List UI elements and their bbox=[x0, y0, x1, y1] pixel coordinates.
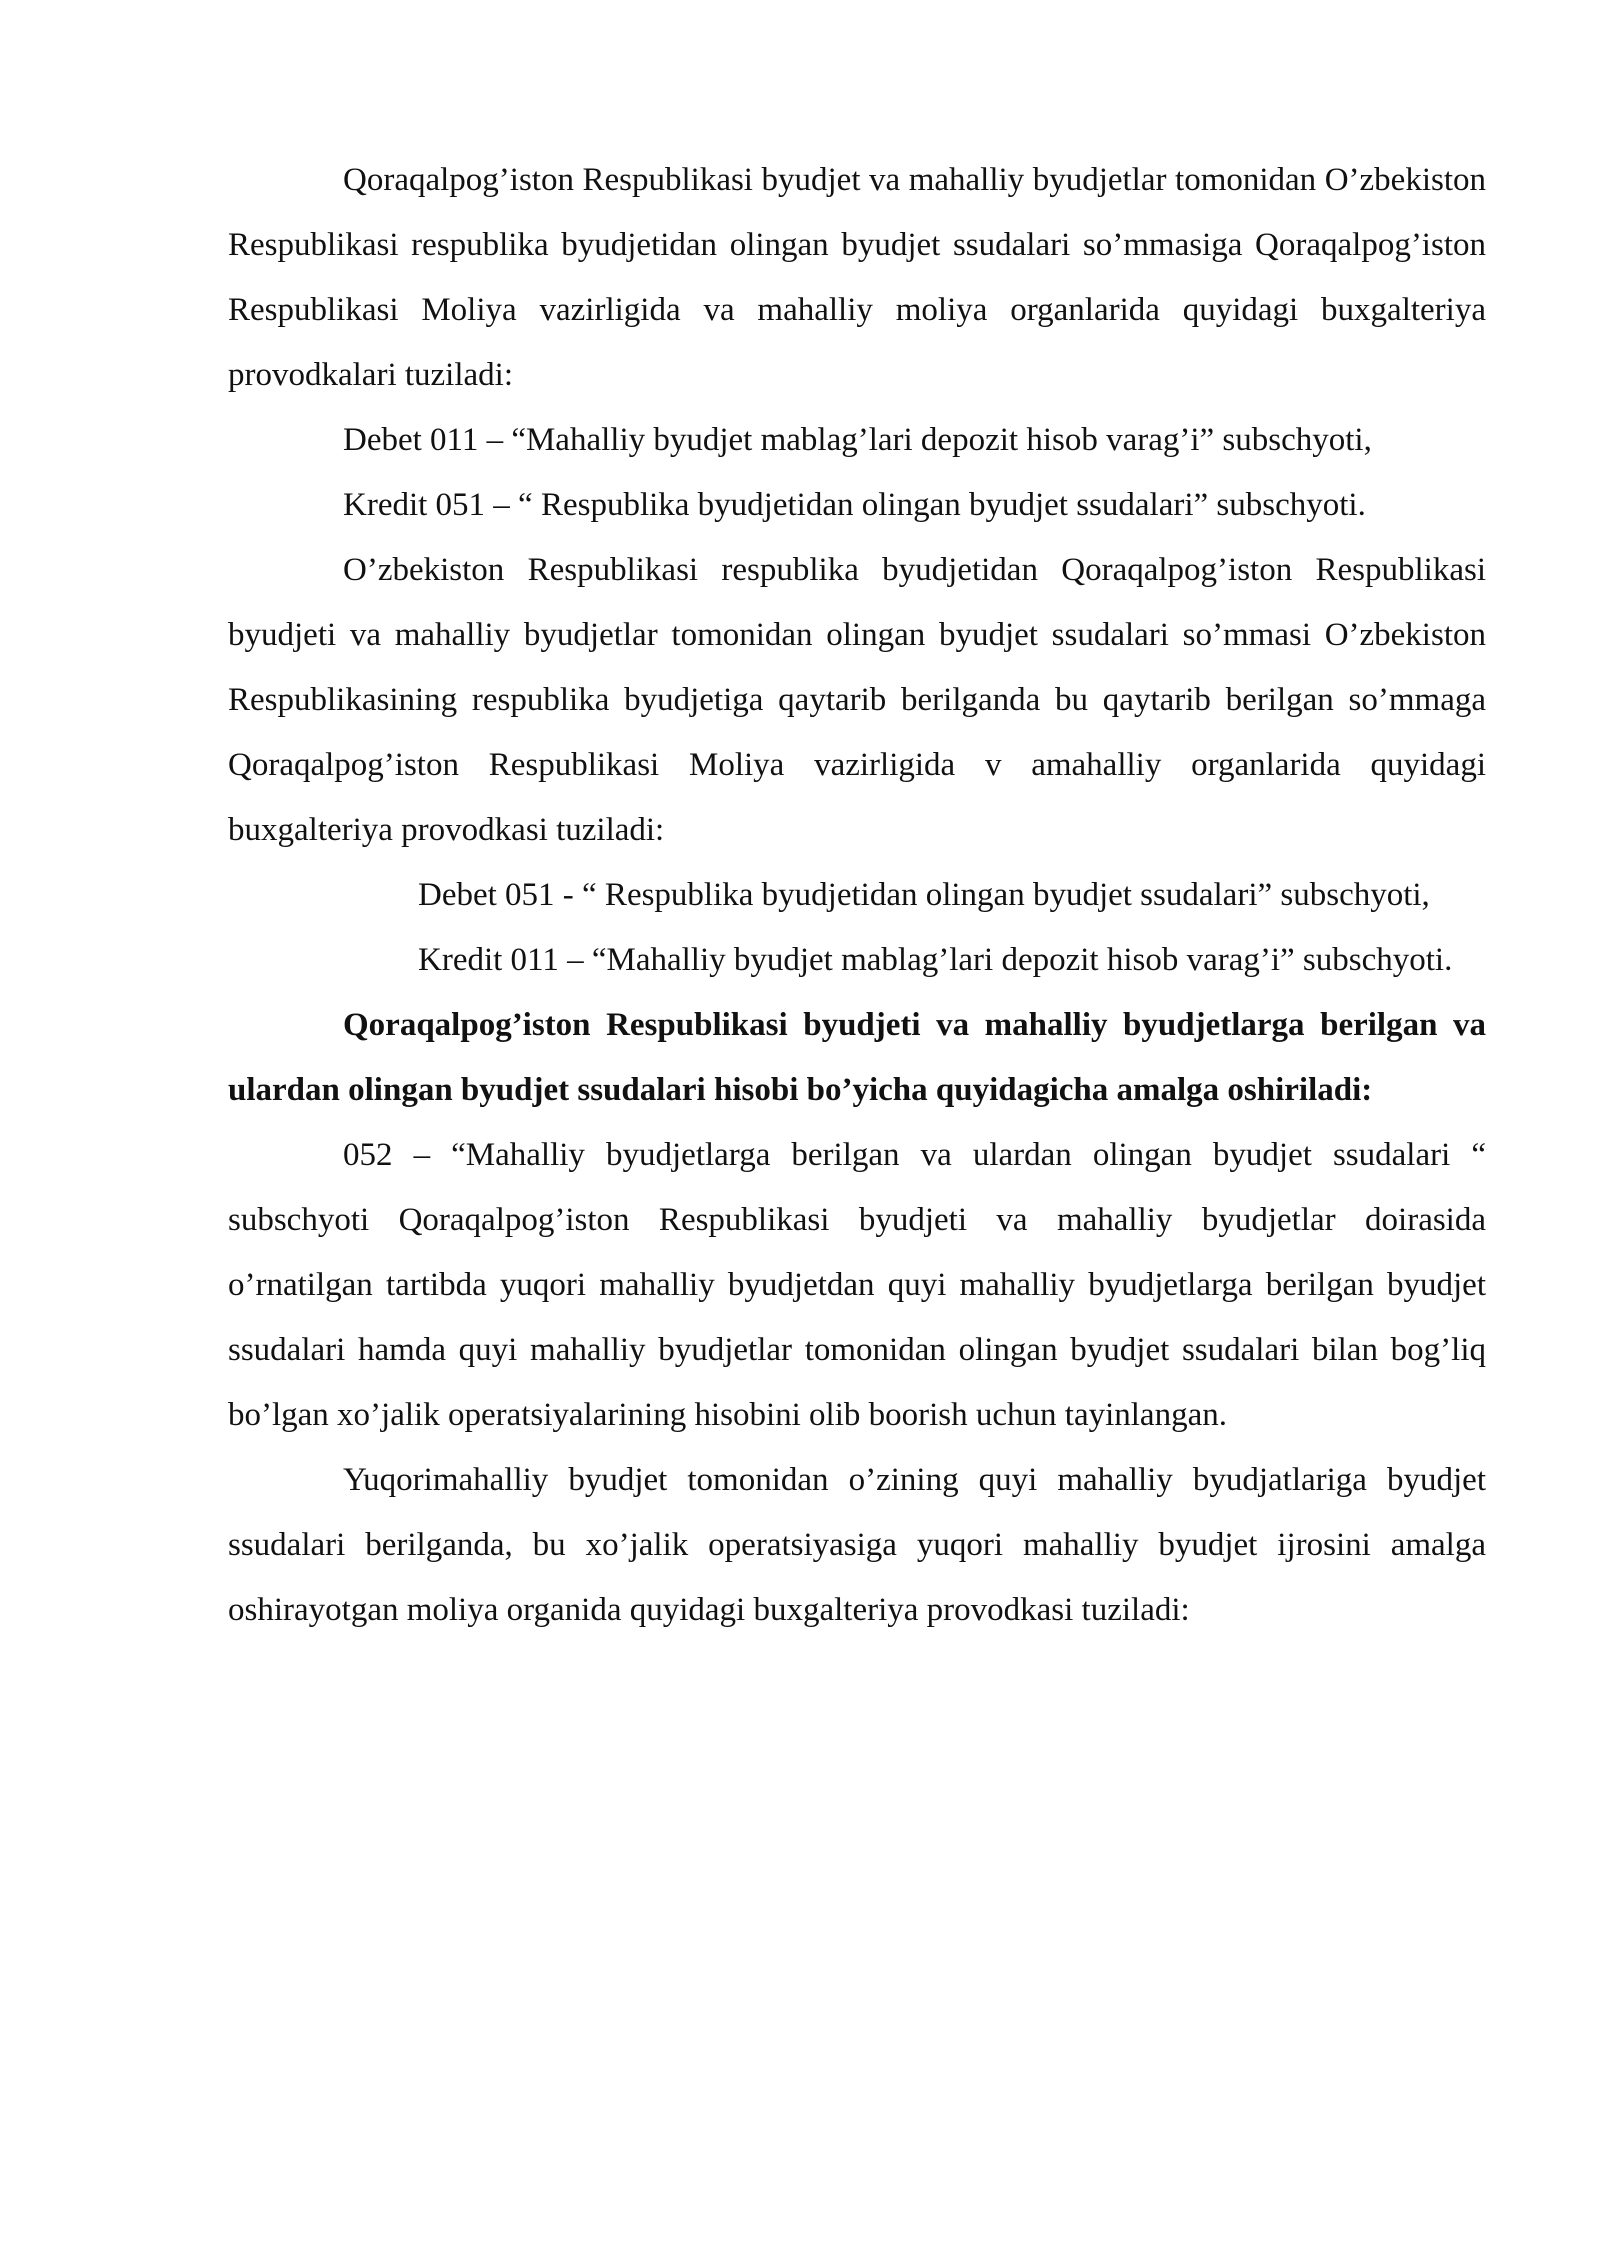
document-page bbox=[228, 148, 1486, 1643]
entry-credit-051: Kredit 051 – “ Respublika byudjetidan olingan byudjet ssudalari” subschyoti. bbox=[343, 487, 1366, 523]
paragraph-upper-budget-loans-issued: Yuqorimahalliy byudjet tomonidan o’zining quyi mahalliy byudjatlariga byudjet ssudalari berilganda, bu xo’jalik operatsiyasiga yuqori mahalliy byudjet ijrosini amalga oshirayotgan moliya organida quyidagi buxgalteriya provodkasi tuziladi: bbox=[228, 1462, 1486, 1628]
entry-debit-011: Debet 011 – “Mahalliy byudjet mablag’lari depozit hisob varag’i” subschyoti, bbox=[343, 422, 1372, 458]
paragraph-budget-loans-received-intro: Qoraqalpog’iston Respublikasi byudjet va mahalliy byudjetlar tomonidan O’zbekiston Respublikasi respublika byudjetidan olingan byudjet ssudalari so’mmasiga Qoraqalpog’iston Respublikasi Moliya vazirligida va mahalliy moliya organlarida quyidagi buxgalteriya provodkalari tuziladi: bbox=[228, 162, 1486, 393]
paragraph-loan-repayment-intro: O’zbekiston Respublikasi respublika byudjetidan Qoraqalpog’iston Respublikasi byudjeti va mahalliy byudjetlar tomonidan olingan byudjet ssudalari so’mmasi O’zbekiston Respublikasining respublika byudjetiga qaytarib berilganda bu qaytarib berilgan so’mmaga Qoraqalpog’iston Respublikasi Moliya vazirligida v amahalliy organlarida quyidagi buxgalteriya provodkasi tuziladi: bbox=[228, 552, 1486, 848]
paragraph-subaccount-052-description: 052 – “Mahalliy byudjetlarga berilgan va ulardan olingan byudjet ssudalari “ subschyoti Qoraqalpog’iston Respublikasi byudjeti va mahalliy byudjetlar doirasida o’rnatilgan tartibda yuqori mahalliy byudjetdan quyi mahalliy byudjetlarga berilgan byudjet ssudalari hamda quyi mahalliy byudjetlar tomonidan olingan byudjet ssudalari bilan bog’liq bo’lgan xo’jalik operatsiyalarining hisobini olib boorish uchun tayinlangan. bbox=[228, 1137, 1486, 1433]
entry-credit-011: Kredit 011 – “Mahalliy byudjet mablag’lari depozit hisob varag’i” subschyoti. bbox=[418, 942, 1453, 978]
section-heading-local-budget-loans: Qoraqalpog’iston Respublikasi byudjeti va mahalliy byudjetlarga berilgan va ulardan olingan byudjet ssudalari hisobi bo’yicha quyidagicha amalga oshiriladi: bbox=[228, 1007, 1486, 1108]
entry-debit-051: Debet 051 - “ Respublika byudjetidan olingan byudjet ssudalari” subschyoti, bbox=[418, 877, 1430, 913]
